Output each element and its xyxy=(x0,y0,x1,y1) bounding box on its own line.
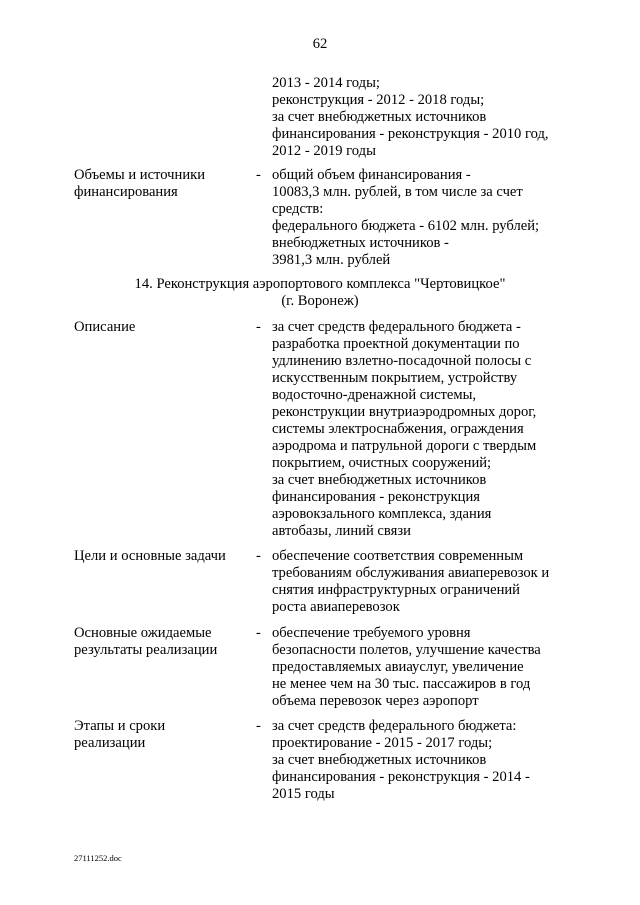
text-line: финансирования - реконструкция - 2010 год, xyxy=(272,126,549,142)
label-line: Основные ожидаемые xyxy=(74,625,212,641)
text-line: за счет средств федерального бюджета: xyxy=(272,718,517,734)
stages-row xyxy=(0,718,640,803)
text-line: общий объем финансирования - xyxy=(272,167,471,183)
text-line: 3981,3 млн. рублей xyxy=(272,252,391,268)
text-line: снятия инфраструктурных ограничений xyxy=(272,582,520,598)
text-line: внебюджетных источников - xyxy=(272,235,449,251)
page-number: 62 xyxy=(312,36,328,52)
section-title-line: 14. Реконструкция аэропортового комплекса "Чертовицкое" xyxy=(134,276,506,292)
text-line: проектирование - 2015 - 2017 годы; xyxy=(272,735,493,751)
row-dash: - xyxy=(256,548,261,564)
text-line: финансирования - реконструкция - 2014 - xyxy=(272,769,530,785)
text-line: автобазы, линий связи xyxy=(272,523,411,539)
goals-row xyxy=(0,548,640,616)
text-line: 2013 - 2014 годы; xyxy=(272,75,380,91)
row-label xyxy=(74,548,254,565)
label-line: Этапы и сроки xyxy=(74,718,166,734)
text-line: обеспечение требуемого уровня xyxy=(272,625,471,641)
row-value xyxy=(272,625,602,710)
text-line: 2012 - 2019 годы xyxy=(272,143,376,159)
text-line: роста авиаперевозок xyxy=(272,599,400,615)
row-label xyxy=(74,319,254,336)
text-line: за счет внебюджетных источников xyxy=(272,472,487,488)
text-line: за счет внебюджетных источников xyxy=(272,752,487,768)
text-line: реконструкция - 2012 - 2018 годы; xyxy=(272,92,485,108)
text-line: искусственным покрытием, устройству xyxy=(272,370,518,386)
text-line: аэродрома и патрульной дороги с твердым xyxy=(272,438,537,454)
text-line: покрытием, очистных сооружений; xyxy=(272,455,492,471)
row-dash: - xyxy=(256,718,261,734)
text-line: безопасности полетов, улучшение качества xyxy=(272,642,541,658)
label-line: Объемы и источники xyxy=(74,167,206,183)
description-row xyxy=(0,319,640,540)
text-line: реконструкции внутриаэродромных дорог, xyxy=(272,404,537,420)
row-dash: - xyxy=(256,625,261,641)
text-line: объема перевозок через аэропорт xyxy=(272,693,479,709)
text-line: средств: xyxy=(272,201,324,217)
text-line: федерального бюджета - 6102 млн. рублей; xyxy=(272,218,540,234)
text-line: водосточно-дренажной системы, xyxy=(272,387,477,403)
label-line: финансирования xyxy=(74,184,178,200)
row-value xyxy=(272,548,602,616)
text-line: не менее чем на 30 тыс. пассажиров в год xyxy=(272,676,531,692)
label-line: результаты реализации xyxy=(74,642,218,658)
text-line: системы электроснабжения, ограждения xyxy=(272,421,524,437)
text-line: 2015 годы xyxy=(272,786,335,802)
footer-filename: 27111252.doc xyxy=(74,853,122,863)
row-dash: - xyxy=(256,167,261,183)
row-value xyxy=(272,319,602,540)
text-line: за счет внебюджетных источников xyxy=(272,109,487,125)
label-line: Описание xyxy=(74,319,136,335)
text-line: обеспечение соответствия современным xyxy=(272,548,524,564)
text-line: предоставляемых авиауслуг, увеличение xyxy=(272,659,524,675)
label-line: реализации xyxy=(74,735,146,751)
row-label xyxy=(74,167,254,201)
section-title xyxy=(0,276,640,310)
text-line: финансирования - реконструкция xyxy=(272,489,480,505)
text-line: удлинению взлетно-посадочной полосы с xyxy=(272,353,532,369)
row-value xyxy=(272,718,602,803)
label-line: Цели и основные задачи xyxy=(74,548,226,564)
text-line: аэровокзального комплекса, здания xyxy=(272,506,492,522)
row-label xyxy=(74,625,254,659)
financing-row xyxy=(0,167,640,269)
results-row xyxy=(0,625,640,710)
row-label xyxy=(74,718,254,752)
row-dash: - xyxy=(256,319,261,335)
text-line: за счет средств федерального бюджета - xyxy=(272,319,521,335)
text-line: требованиям обслуживания авиаперевозок и xyxy=(272,565,550,581)
row-value xyxy=(272,167,602,269)
text-line: 10083,3 млн. рублей, в том числе за счет xyxy=(272,184,523,200)
top-continuation xyxy=(0,75,640,160)
text-line: разработка проектной документации по xyxy=(272,336,520,352)
section-title-line: (г. Воронеж) xyxy=(281,293,359,309)
